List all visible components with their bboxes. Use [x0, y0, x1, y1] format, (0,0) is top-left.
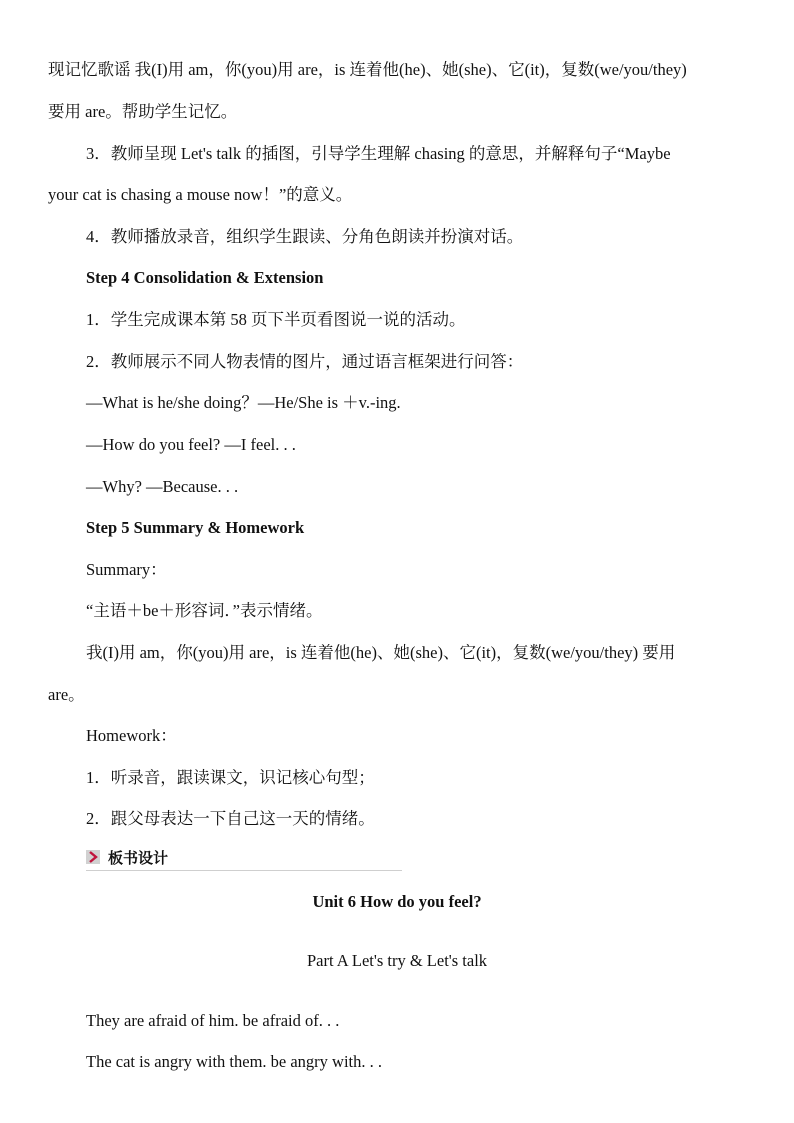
board-row: They are afraid of him. be afraid of. . . — [86, 1011, 340, 1030]
section-label: 板书设计 — [108, 849, 169, 867]
board-row: The cat is angry with them. be angry with. . . — [86, 1052, 383, 1071]
step-heading: Step 4 Consolidation & Extension — [86, 268, 324, 287]
paragraph-line: 2．教师展示不同人物表情的图片，通过语言框架进行问答： — [86, 352, 524, 371]
paragraph-line: are。 — [48, 685, 85, 704]
board-part-title: Part A Let's try & Let's talk — [306, 951, 488, 970]
paragraph-line: 要用 are。帮助学生记忆。 — [48, 102, 238, 121]
chevron-right-icon — [86, 850, 100, 864]
paragraph-line: “主语＋be＋形容词．”表示情绪。 — [86, 601, 323, 620]
dialogue-line: —Why? —Because. . . — [86, 477, 239, 496]
paragraph-line: 1．学生完成课本第 58 页下半页看图说一说的活动。 — [86, 310, 466, 329]
dialogue-line: —What is he/she doing？—He/She is ＋v.-ing. — [86, 393, 401, 412]
paragraph-line: 3．教师呈现 Let's talk 的插图，引导学生理解 chasing 的意思，并解释句子“Maybe — [86, 144, 671, 163]
paragraph-line: 我(I)用 am，你(you)用 are，is 连着他(he)、她(she)、它(it)，复数(we/you/they) 要用 — [86, 643, 676, 662]
board-design-section-header — [86, 848, 402, 871]
step-heading: Step 5 Summary & Homework — [86, 518, 305, 537]
paragraph-line: Summary： — [86, 560, 167, 579]
paragraph-line: 4．教师播放录音，组织学生跟读、分角色朗读并扮演对话。 — [86, 227, 524, 246]
dialogue-line: —How do you feel? —I feel. . . — [86, 435, 296, 454]
paragraph-line: your cat is chasing a mouse now！”的意义。 — [48, 185, 353, 204]
board-unit-title: Unit 6 How do you feel? — [312, 892, 482, 911]
paragraph-line: Homework： — [86, 726, 177, 745]
paragraph-line: 1．听录音，跟读课文，识记核心句型； — [86, 768, 375, 787]
paragraph-line: 2．跟父母表达一下自己这一天的情绪。 — [86, 809, 375, 828]
paragraph-line: 现记忆歌谣 我(I)用 am，你(you)用 are，is 连着他(he)、她(she)、它(it)，复数(we/you/they) — [48, 60, 687, 79]
